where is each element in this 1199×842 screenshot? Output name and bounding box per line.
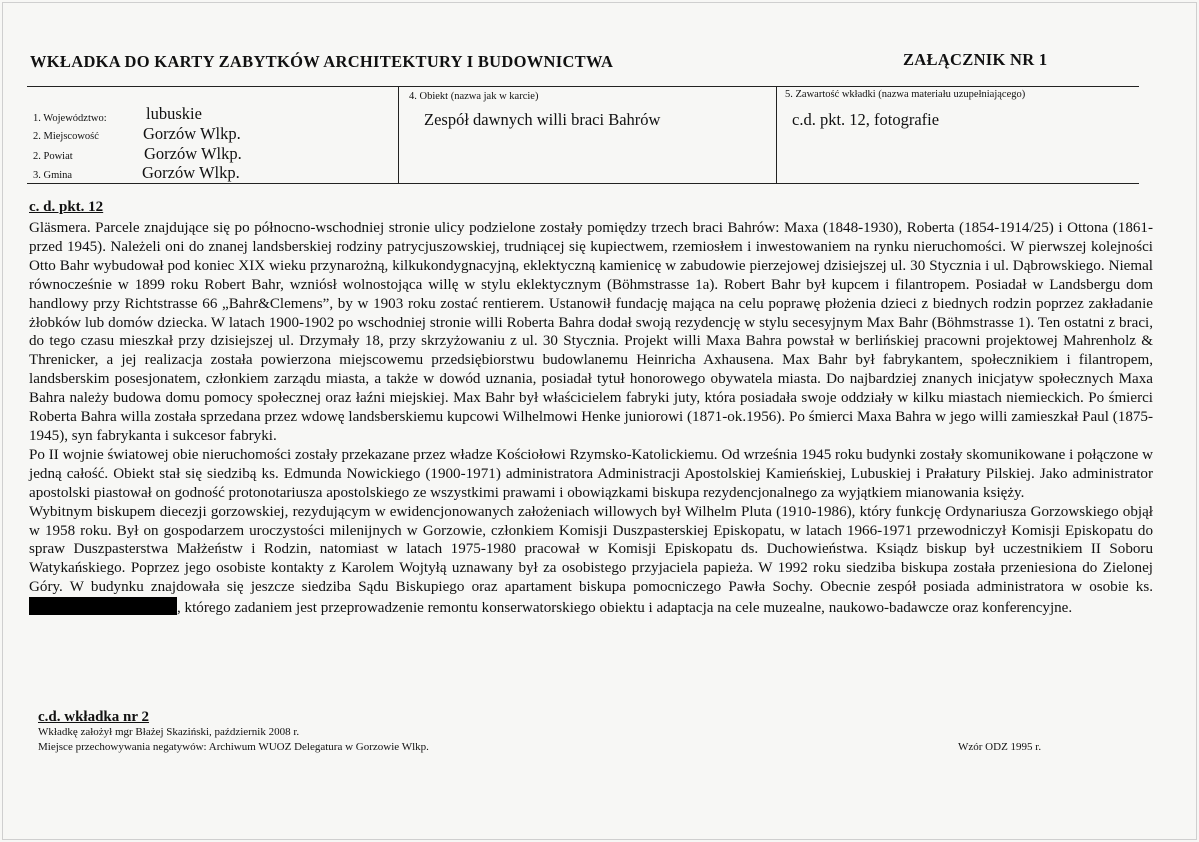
- footer-heading: c.d. wkładka nr 2: [38, 709, 150, 725]
- object-value: Zespół dawnych willi braci Bahrów: [424, 110, 661, 129]
- footer-author: Wkładkę założył mgr Błażej Skaziński, październik 2008 r.: [38, 726, 300, 738]
- annex-label: ZAŁĄCZNIK NR 1: [903, 50, 1048, 69]
- voivodeship-label: 1. Województwo:: [33, 113, 107, 124]
- voivodeship-value: lubuskie: [146, 104, 202, 123]
- paragraph-3-part-b: , którego zadaniem jest przeprowadzenie remontu konserwatorskiego obiektu i adaptacja na cele muzealne, naukowo-badawcze oraz konferencyjne.: [177, 600, 1073, 617]
- document-title: WKŁADKA DO KARTY ZABYTKÓW ARCHITEKTURY I BUDOWNICTWA: [30, 52, 614, 71]
- paragraph-2: Po II wojnie światowej obie nieruchomości zostały przekazane przez władze Kościołowi Rzymsko-Katolickiemu. Od września 1945 roku budynki zostały skomunikowane i połączone w jedną całość. Obiekt stał się siedzibą ks. Edmunda Nowickiego (1900-1971) administratora Administracji Apostolskiej Kamieńskiej, Lubuskiej i Prałatury Pilskiej. Jako administrator apostolski piastował on godność protonotariusza apostolskiego ze wszystkimi prawami i obowiązkami biskupa rezydencjonalnego za wyjątkiem mianowania księży.: [29, 446, 1153, 501]
- template-version: Wzór ODZ 1995 r.: [958, 741, 1042, 753]
- commune-value: Gorzów Wlkp.: [142, 163, 240, 182]
- redaction-block: [29, 597, 177, 615]
- paragraph-3: [29, 503, 1153, 618]
- footer-negatives: Miejsce przechowywania negatywów: Archiwum WUOZ Delegatura w Gorzowie Wlkp.: [38, 741, 429, 753]
- town-value: Gorzów Wlkp.: [143, 124, 241, 143]
- form-divider-1: [398, 87, 399, 183]
- object-label: 4. Obiekt (nazwa jak w karcie): [409, 91, 539, 102]
- form-divider-2: [776, 87, 777, 183]
- paragraph-3-part-a: Wybitnym biskupem diecezji gorzowskiej, rezydującym w ewidencjonowanych założeniach willowych był Wilhelm Pluta (1910-1986), który funkcję Ordynariusza Gorzowskiego objął w 1958 roku. Był on gospodarzem uroczystości milenijnych w Gorzowie, członkiem Komisji Duszpasterskiej Episkopatu, w latach 1966-1971 przewodniczył Komisji Episkopatu do spraw Duszpasterstwa Małżeństw i Rodzin, natomiast w latach 1975-1980 pracował w Komisji Episkopatu ds. Duchowieństwa. Ksiądz biskup był uczestnikiem II Soboru Watykańskiego. Poprzez jego osobiste kontakty z Karolem Wojtyłą uznawany był za osobistego przyjaciela papieża. W 1992 roku siedziba biskupa została przeniesiona do Zielonej Góry. W budynku znajdowała się jeszcze siedziba Sądu Biskupiego oraz apartament biskupa pomocniczego Pawła Sochy. Obecnie zespół posiada administratora w osobie ks.: [29, 503, 1153, 596]
- town-label: 2. Miejscowość: [33, 131, 99, 142]
- form-bottom-rule: [27, 183, 1139, 184]
- section-heading: c. d. pkt. 12: [29, 199, 104, 215]
- contents-label: 5. Zawartość wkładki (nazwa materiału uzupełniającego): [785, 89, 1026, 100]
- county-label: 2. Powiat: [33, 151, 73, 162]
- commune-label: 3. Gmina: [33, 170, 73, 181]
- contents-value: c.d. pkt. 12, fotografie: [792, 110, 940, 129]
- body-text: [29, 219, 1153, 618]
- paragraph-1: Gläsmera. Parcele znajdujące się po północno-wschodniej stronie ulicy podzielone zostały pomiędzy trzech braci Bahrów: Maxa (1848-1930), Roberta (1854-1914/25) i Ottona (1861- przed 1945). Należeli oni do znanej landsberskiej rodziny patrycjuszowskiej, trudniącej się kupiectwem, rzemiosłem i inwestowaniem na rynku nieruchomości. W pierwszej kolejności Otto Bahr wybudował pod koniec XIX wieku przynarożną, kilkukondygnacyjną, eklektyczną kamienicę w zabudowie pierzejowej dzisiejszej ul. 30 Stycznia i ul. Dąbrowskiego. Niemal równocześnie w 1899 roku Robert Bahr, wzniósł wolnostojąca willę w stylu eklektycznym (Böhmstrasse 1a). Robert Bahr był kupcem i filantropem. Posiadał w Landsbergu dom handlowy przy Richtstrasse 66 „Bahr&Clemens”, by w 1903 roku zostać rentierem. Ustanowił fundację mająca na celu poprawę płożenia dzieci z biednych rodzin poprzez zakładanie żłobków lub domów dziecka. W latach 1900-1902 po wschodniej stronie willi Roberta Bahra dodał swoją rezydencję w stylu secesyjnym Max Bahr (Böhmstrasse 1). Ten ostatni z braci, do tego czasu mieszkał przy dzisiejszej ul. Drzymały 18, przy skrzyżowaniu z ul. 30 Stycznia. Projekt willi Maxa Bahra powstał w berlińskiej pracowni projektowej Mahrenholz & Threnicker, a jej realizacja została powierzona miejscowemu przedsiębiorstwu budowlanemu Heinricha Axhausena. Max Bahr był fabrykantem, społecznikiem i filantropem, landsberskim posesjonatem, członkiem zarządu miasta, a także w dowód uznania, posiadał tytuł honorowego obywatela miasta. Do najbardziej znanych inicjatyw społecznych Maxa Bahra należy budowa domu pomocy społecznej oraz łaźni miejskiej. Max Bahr był właścicielem fabryki juty, która posiadała swoje oddziały w kilku miastach niemieckich. Po śmierci Roberta Bahra willa została sprzedana przez wdowę landsberskiemu kupcowi Wilhelmowi Henke juniorowi (1871-ok.1956). Po śmierci Maxa Bahra w jego willi zamieszkał Paul (1875-1945), syn fabrykanta i sukcesor fabryki.: [29, 220, 1153, 444]
- county-value: Gorzów Wlkp.: [144, 144, 242, 163]
- form-top-rule: [27, 86, 1139, 87]
